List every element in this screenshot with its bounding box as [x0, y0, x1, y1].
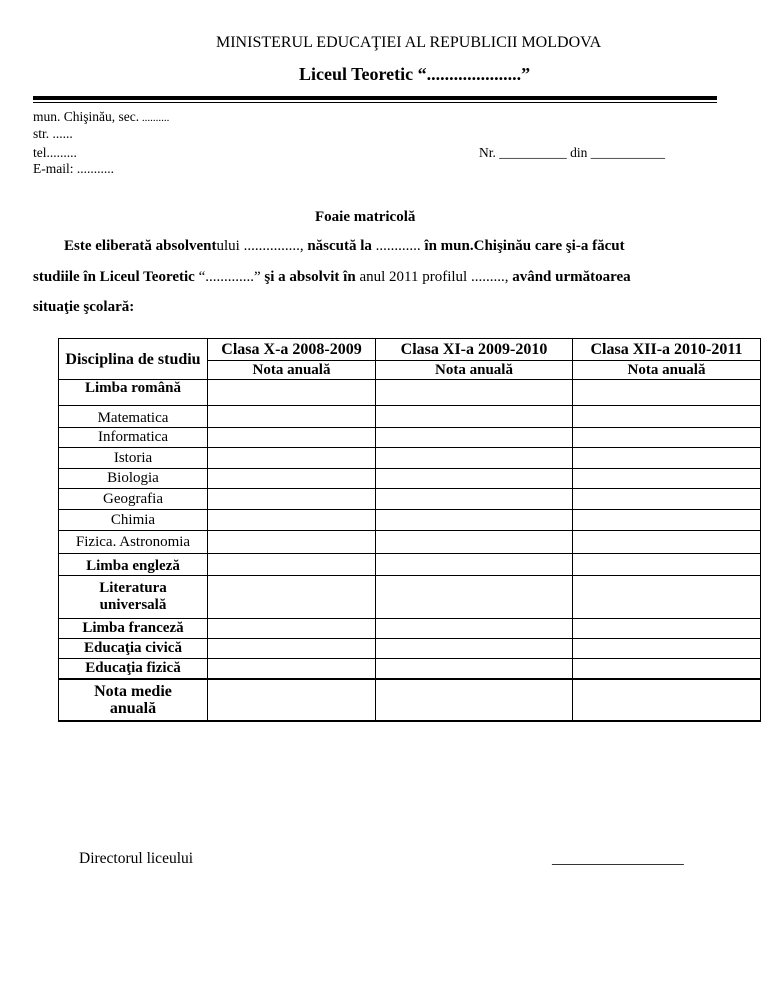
- grade-cell[interactable]: [376, 554, 573, 576]
- grade-cell[interactable]: [376, 406, 573, 428]
- header-class-xii: Clasa XII-a 2010-2011: [573, 339, 761, 361]
- grades-table: [58, 338, 761, 722]
- grade-cell[interactable]: [376, 619, 573, 639]
- para-l2-d: anul 2011 profilul .........,: [355, 269, 513, 285]
- address-line-email: E-mail: ...........: [33, 161, 114, 176]
- grade-cell[interactable]: [573, 469, 761, 489]
- subject-cell: Literatura universală: [59, 576, 208, 619]
- subheader-annual-grade-xi: Nota anuală: [376, 361, 573, 380]
- school-name: Liceul Teoretic “.....................”: [299, 64, 531, 84]
- para-l1-a: Este eliberată absolvent: [64, 238, 217, 254]
- para-l2-a: studiile în Liceul Teoretic: [33, 269, 199, 285]
- grade-cell[interactable]: [376, 576, 573, 619]
- registration-number: Nr. __________ din ___________: [479, 145, 666, 160]
- paragraph-line-2: [33, 269, 631, 286]
- para-l2-e: având următoarea: [512, 269, 631, 285]
- signature-line[interactable]: _________________: [552, 850, 684, 867]
- paragraph-line-3: [33, 299, 134, 316]
- grade-cell[interactable]: [376, 510, 573, 531]
- grade-cell[interactable]: [376, 380, 573, 406]
- grade-cell[interactable]: [208, 659, 376, 679]
- subject-cell: Educaţia civică: [59, 639, 208, 659]
- grade-cell[interactable]: [208, 576, 376, 619]
- average-cell[interactable]: [573, 679, 761, 721]
- subject-cell: Fizica. Astronomia: [59, 531, 208, 554]
- grade-cell[interactable]: [376, 531, 573, 554]
- grade-cell[interactable]: [208, 489, 376, 510]
- subject-cell: Educaţia fizică: [59, 659, 208, 679]
- subheader-annual-grade-xii: Nota anuală: [573, 361, 761, 380]
- address-sector-dots: ..........: [139, 112, 170, 124]
- grade-cell[interactable]: [573, 380, 761, 406]
- para-l3: situaţie şcolară:: [33, 299, 135, 315]
- subject-cell: Informatica: [59, 428, 208, 448]
- header-rule-thick: [33, 96, 717, 100]
- grade-cell[interactable]: [573, 428, 761, 448]
- para-l1-d: ............: [371, 238, 425, 254]
- grade-cell[interactable]: [208, 531, 376, 554]
- grade-cell[interactable]: [573, 576, 761, 619]
- header-subject: Disciplina de studiu: [59, 339, 208, 380]
- table-row: [59, 428, 761, 448]
- grade-cell[interactable]: [573, 531, 761, 554]
- average-cell[interactable]: [376, 679, 573, 721]
- grade-cell[interactable]: [573, 659, 761, 679]
- grade-cell[interactable]: [376, 428, 573, 448]
- address-line-sector: [33, 109, 169, 126]
- average-cell[interactable]: [208, 679, 376, 721]
- grade-cell[interactable]: [208, 510, 376, 531]
- grade-cell[interactable]: [376, 639, 573, 659]
- header-rule-thin: [33, 102, 717, 103]
- table-row: [59, 469, 761, 489]
- subject-cell: Limba română: [59, 380, 208, 406]
- grade-cell[interactable]: [208, 619, 376, 639]
- table-row: [59, 576, 761, 619]
- grade-cell[interactable]: [376, 448, 573, 469]
- table-header-row: [59, 339, 761, 361]
- grade-cell[interactable]: [208, 639, 376, 659]
- header-class-xi: Clasa XI-a 2009-2010: [376, 339, 573, 361]
- para-l1-e: în mun.Chişinău care şi-a făcut: [424, 238, 625, 254]
- grade-cell[interactable]: [208, 554, 376, 576]
- grade-cell[interactable]: [573, 639, 761, 659]
- table-row: [59, 554, 761, 576]
- table-row: [59, 380, 761, 406]
- grade-cell[interactable]: [208, 469, 376, 489]
- grade-cell[interactable]: [573, 489, 761, 510]
- table-row: [59, 489, 761, 510]
- para-l2-c: şi a absolvit în: [264, 269, 356, 285]
- grade-cell[interactable]: [573, 448, 761, 469]
- grade-cell[interactable]: [208, 406, 376, 428]
- grade-cell[interactable]: [573, 619, 761, 639]
- subheader-annual-grade-x: Nota anuală: [208, 361, 376, 380]
- subject-cell: Geografia: [59, 489, 208, 510]
- address-line-street: str. ......: [33, 126, 73, 141]
- subject-cell: Biologia: [59, 469, 208, 489]
- average-row: [59, 679, 761, 721]
- grade-cell[interactable]: [573, 510, 761, 531]
- table-row: [59, 510, 761, 531]
- director-label: Directorul liceului: [79, 850, 194, 867]
- grade-cell[interactable]: [573, 554, 761, 576]
- table-row: [59, 531, 761, 554]
- grade-cell[interactable]: [376, 489, 573, 510]
- grade-cell[interactable]: [208, 428, 376, 448]
- subject-cell: Matematica: [59, 406, 208, 428]
- subject-cell: Chimia: [59, 510, 208, 531]
- subject-cell: Istoria: [59, 448, 208, 469]
- subject-cell: Limba franceză: [59, 619, 208, 639]
- address-sector-text: mun. Chişinău, sec.: [33, 109, 140, 124]
- subject-cell: Limba engleză: [59, 554, 208, 576]
- table-row: [59, 406, 761, 428]
- grade-cell[interactable]: [208, 448, 376, 469]
- document-title: Foaie matricolă: [315, 209, 416, 225]
- grade-cell[interactable]: [376, 659, 573, 679]
- table-row: [59, 659, 761, 679]
- para-l2-b: “.............”: [198, 269, 265, 285]
- paragraph-line-1: [64, 238, 625, 255]
- para-l1-b: ului ...............,: [216, 238, 308, 254]
- table-row: [59, 448, 761, 469]
- table-row: [59, 619, 761, 639]
- address-line-phone: tel.........: [33, 145, 77, 160]
- para-l1-c: născută la: [307, 238, 372, 254]
- average-label: Nota medie anuală: [59, 679, 208, 721]
- ministry-heading: MINISTERUL EDUCAŢIEI AL REPUBLICII MOLDOVA: [216, 34, 602, 51]
- grade-cell[interactable]: [208, 380, 376, 406]
- header-class-x: Clasa X-a 2008-2009: [208, 339, 376, 361]
- grade-cell[interactable]: [573, 406, 761, 428]
- table-row: [59, 639, 761, 659]
- grade-cell[interactable]: [376, 469, 573, 489]
